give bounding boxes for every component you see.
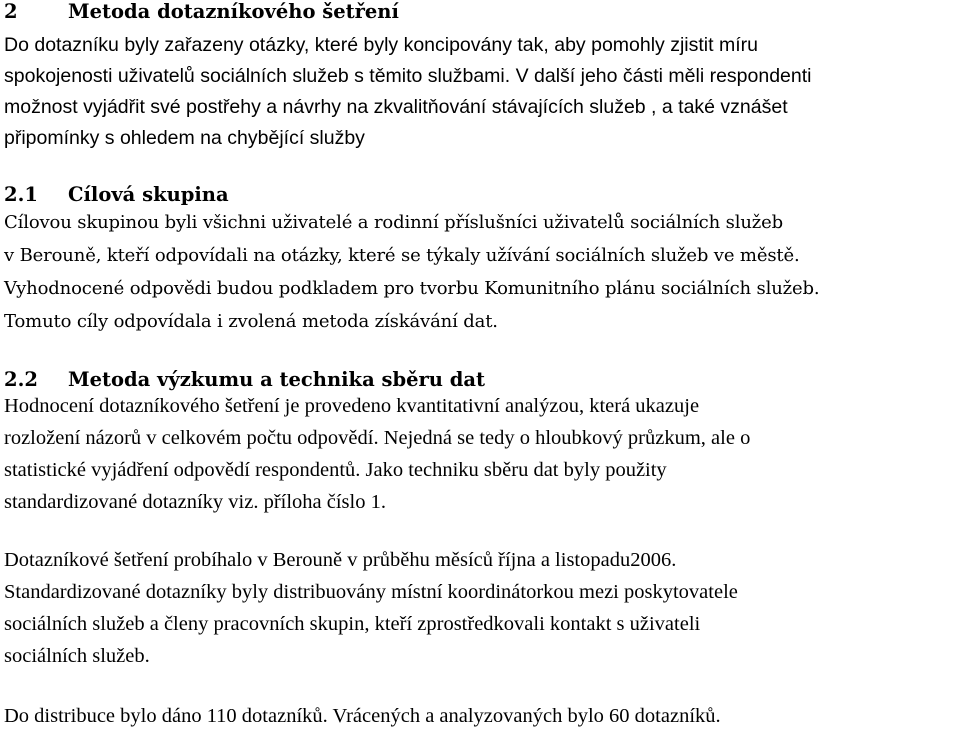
paragraph-line: Dotazníkové šetření probíhalo v Berouně v průběhu měsíců října a listopadu2006. [4, 549, 677, 571]
subsection-heading [4, 183, 229, 206]
section-title: Metoda dotazníkového šetření [68, 0, 399, 23]
paragraph-line: připomínky s ohledem na chybějící služby [4, 127, 365, 149]
paragraph-line: statistické vyjádření odpovědí respondentů. Jako techniku sběru dat byly použity [4, 459, 667, 481]
subsection-heading [4, 368, 485, 391]
paragraph-line: Do distribuce bylo dáno 110 dotazníků. Vrácených a analyzovaných bylo 60 dotazníků. [4, 705, 721, 727]
paragraph-line: Vyhodnocené odpovědi budou podkladem pro tvorbu Komunitního plánu sociálních služeb. [4, 278, 820, 299]
paragraph-line: v Berouně, kteří odpovídali na otázky, které se týkaly užívání sociálních služeb ve městě. [4, 245, 800, 266]
paragraph-line: sociálních služeb. [4, 645, 150, 667]
paragraph-line: Tomuto cíly odpovídala i zvolená metoda získávání dat. [4, 311, 498, 332]
paragraph-line: možnost vyjádřit své postřehy a návrhy na zkvalitňování stávajících služeb , a také vznášet [4, 96, 788, 118]
paragraph-line: spokojenosti uživatelů sociálních služeb s těmito službami. V další jeho části měli respondenti [4, 65, 812, 87]
paragraph-line: Cílovou skupinou byli všichni uživatelé a rodinní příslušníci uživatelů sociálních služeb [4, 212, 783, 233]
subsection-title: Metoda výzkumu a technika sběru dat [68, 368, 486, 391]
paragraph-line: Standardizované dotazníky byly distribuovány místní koordinátorkou mezi poskytovatele [4, 581, 738, 603]
subsection-number: 2.2 [4, 368, 38, 391]
paragraph-line: sociálních služeb a členy pracovních skupin, kteří zprostředkovali kontakt s uživateli [4, 613, 701, 635]
paragraph-line: rozložení názorů v celkovém počtu odpovědí. Nejedná se tedy o hloubkový průzkum, ale o [4, 427, 751, 449]
subsection-number: 2.1 [4, 183, 38, 206]
subsection-title: Cílová skupina [68, 183, 229, 206]
section-heading [4, 0, 399, 23]
section-number: 2 [4, 0, 18, 23]
paragraph-line: standardizované dotazníky viz. příloha číslo 1. [4, 491, 386, 513]
paragraph-line: Hodnocení dotazníkového šetření je provedeno kvantitativní analýzou, která ukazuje [4, 395, 700, 417]
paragraph-line: Do dotazníku byly zařazeny otázky, které byly koncipovány tak, aby pomohly zjistit míru [4, 34, 758, 56]
